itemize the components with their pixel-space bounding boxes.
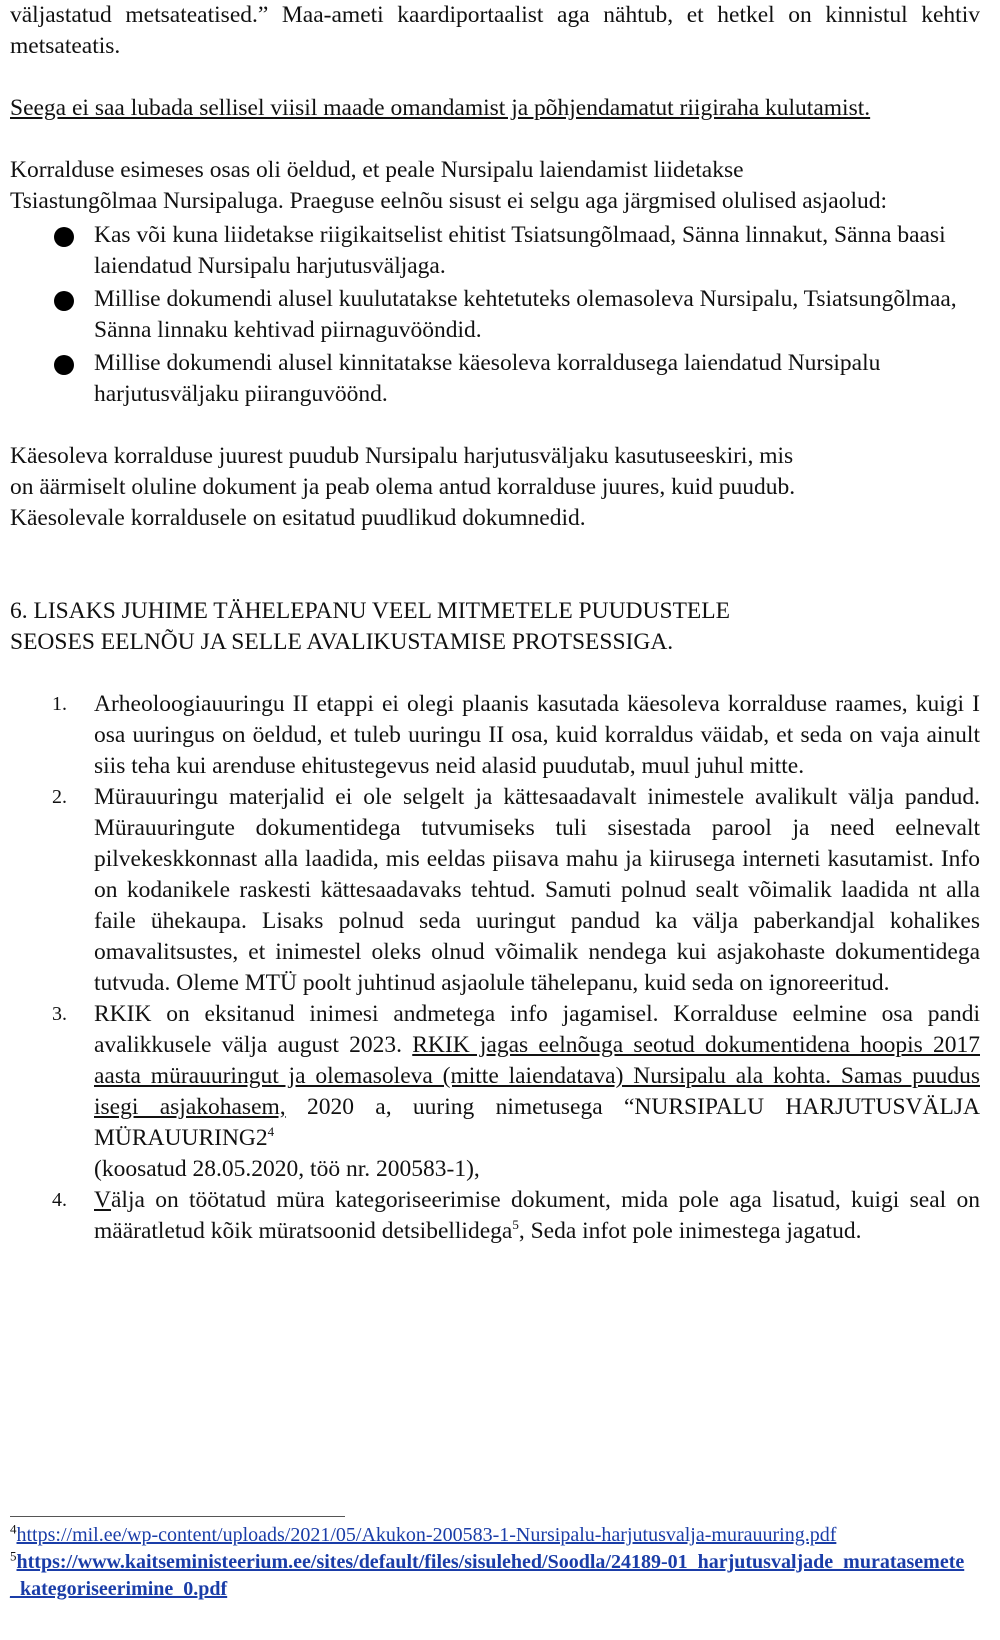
footnote-ref[interactable]: 4 [267,1124,275,1140]
footnote-4 [10,1522,970,1549]
list-text: Arheoloogiauuringu II etappi ei olegi plaanis kasutada käesoleva korralduse raames, kuigi I osa uuringus on öeldud, et tuleb uuringu II osa, kuid korraldus väidab, et seda on vaja ainult siis teha kui arenduse ehitustegevus neid alasid puudutab, muul juhul mitte. [94,691,980,779]
paragraph-seega: Seega ei saa lubada sellisel viisil maade omandamist ja põhjendamatut riigiraha kulutamist. [10,95,871,121]
list-text-underlined: V [94,1187,111,1213]
list-number: 4. [52,1189,67,1211]
numbered-list [10,689,980,1247]
paragraph-korralduse-line1: Korralduse esimeses osas oli öeldud, et peale Nursipalu laiendamist liidetakse [10,157,744,183]
list-text: 2020 a, uuring nimetusega “NURSIPALU HARJUTUSVÄLJA MÜRAUURING2 [94,1094,980,1151]
footnote-4-link[interactable]: https://mil.ee/wp-content/uploads/2021/05/Akukon-200583-1-Nursipalu-harjutusvalja-murauuring.pdf [16,1524,837,1546]
footnote-number: 4 [10,1521,17,1537]
list-text: RKIK on eksitanud inimesi andmetega info jagamisel. Korralduse eelmine osa pandi avalikkusele välja august 2023. [94,1001,980,1058]
bullet-item [10,220,980,282]
list-text: Mürauuringu materjalid ei ole selgelt ja kättesaadavalt inimestele avalikult välja pandud. Mürauuringute dokumentidega tutvumiseks tuli sisestada parool ja need eelnevalt pilvekeskkonnast alla laadida, mis eeldas piisava mahu ja kiirusega interneti kasutamist. Info on kodanikele raskesti kättesaadavaks tehtud. Samuti polnud sealt võimalik laadida nt alla faile ühekaupa. Lisaks polnud seda uuringut pandud ka välja paberkandjal kohalikes omavalitsustes, et inimestel oleks olnud võimalik nendega kui asjakohaste dokumentidega tutvuda. Oleme MTÜ poolt juhtinud asjaolule tähelepanu, kuid seda on ignoreeritud. [94,784,980,996]
paragraph-kasutuseeskiri-line1: Käesoleva korralduse juurest puudub Nursipalu harjutusväljaku kasutuseeskiri, mis [10,443,794,469]
list-item [10,1185,980,1247]
bullet-icon [54,227,74,247]
bullet-icon [54,355,74,375]
paragraph-metsateatis: väljastatud metsateatised.” Maa-ameti kaardiportaalist aga nähtub, et hetkel on kinnistul kehtiv metsateatis. [10,2,980,59]
paragraph-kasutuseeskiri-line2: on äärmiselt oluline dokument ja peab olema antud korralduse juures, kuid puudub. [10,474,796,500]
list-item [10,999,980,1185]
bullet-text: Millise dokumendi alusel kuulutatakse kehtetuteks olemasoleva Nursipalu, Tsiatsungõlmaa, Sänna linnaku kehtivad piirnaguvööndid. [94,286,957,343]
bullet-icon [54,291,74,311]
paragraph-kasutuseeskiri-line3: Käesolevale korraldusele on esitatud puudlikud dokumnedid. [10,505,586,531]
bullet-list [10,220,980,410]
footnote-separator [10,1516,345,1517]
footnote-5 [10,1549,970,1603]
list-number: 3. [52,1003,67,1025]
list-text: (koosatud 28.05.2020, töö nr. 200583-1), [94,1156,480,1182]
bullet-item [10,284,980,346]
bullet-item [10,348,980,410]
list-text: älja on töötatud müra kategoriseerimise dokument, mida pole aga lisatud, kuigi seal on määratletud kõik müratsoonid detsibellidega [94,1187,980,1244]
list-number: 1. [52,693,67,715]
list-item [10,782,980,999]
bullet-text: Millise dokumendi alusel kinnitatakse käesoleva korraldusega laiendatud Nursipalu harjutusväljaku piiranguvöönd. [94,350,881,407]
section-heading-line1: 6. LISAKS JUHIME TÄHELEPANU VEEL MITMETELE PUUDUSTELE [10,598,730,624]
list-item [10,689,980,782]
paragraph-korralduse-rest: Tsiastungõlmaa Nursipaluga. Praeguse eelnõu sisust ei selgu aga järgmised olulised asjaolud: [10,188,888,214]
bullet-text: Kas või kuna liidetakse riigikaitselist ehitist Tsiatsungõlmaad, Sänna linnakut, Sänna baasi laiendatud Nursipalu harjutusväljaga. [94,222,946,279]
footnotes [10,1522,970,1603]
footnote-ref[interactable]: 5 [512,1217,519,1233]
footnote-number: 5 [10,1548,17,1564]
list-text-underlined: RKIK jagas eelnõuga seotud dokumentidena hoopis 2017 aasta mürauuringut ja olemasoleva (mitte laiendatava) Nursipalu ala kohta. Samas puudus isegi asjakohasem, [94,1032,980,1120]
footnote-5-link[interactable]: https://www.kaitseministeerium.ee/sites/default/files/sisulehed/Soodla/24189-01_harjutusvaljade_muratasemete_kategoriseerimine_0.pdf [10,1551,965,1600]
list-number: 2. [52,786,67,808]
section-heading-line2: SEOSES EELNÕU JA SELLE AVALIKUSTAMISE PROTSESSIGA. [10,629,674,655]
document-page [10,0,980,1247]
list-text: , Seda infot pole inimestega jagatud. [518,1218,862,1244]
